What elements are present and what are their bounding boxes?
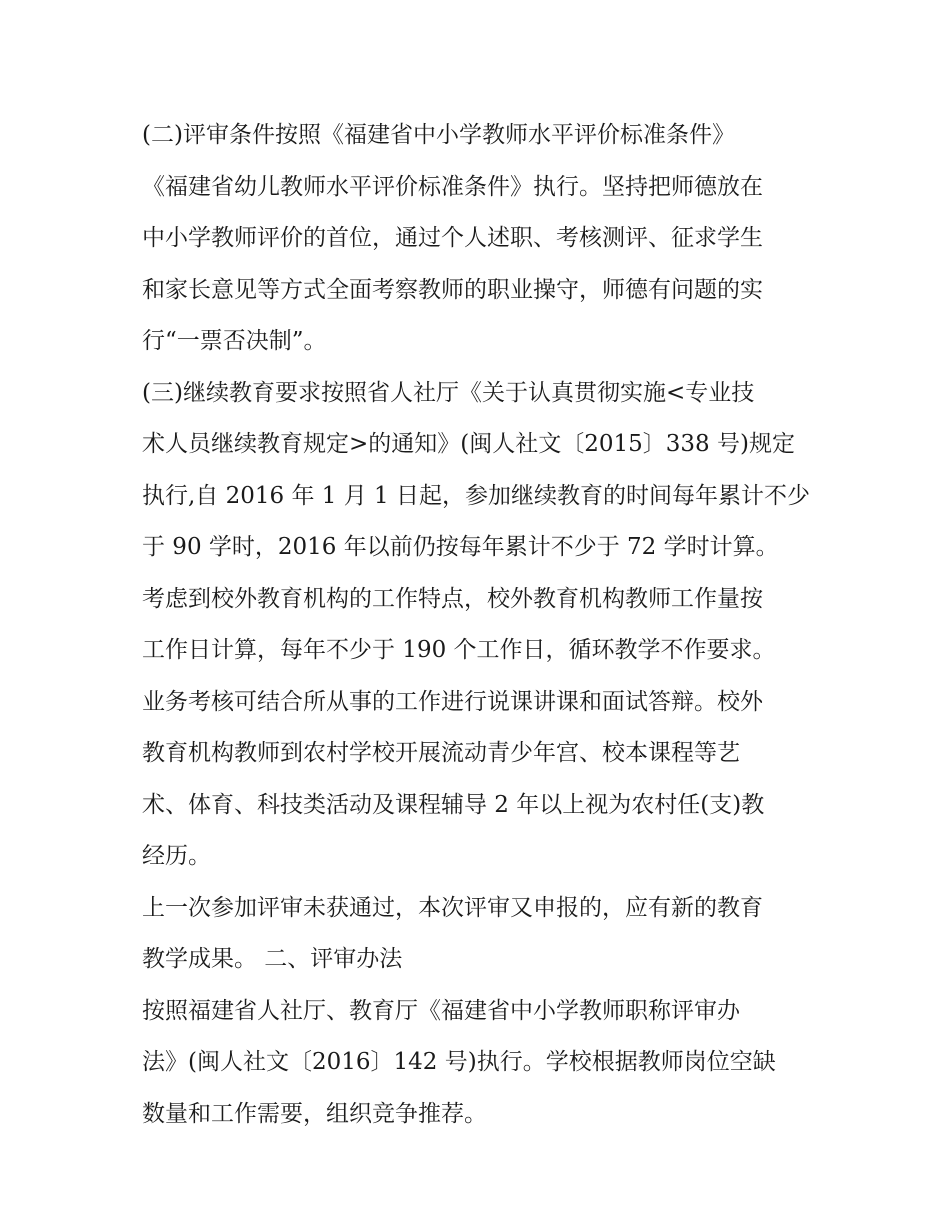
text-line: 术、体育、科技类活动及课程辅导 2 年以上视为农村任(支)教 (142, 791, 765, 818)
text-line: 执行,自 2016 年 1 月 1 日起，参加继续教育的时间每年累计不少 (142, 482, 810, 509)
text-line: 中小学教师评价的首位，通过个人述职、考核测评、征求学生 (142, 225, 763, 251)
text-line: 和家长意见等方式全面考察教师的职业操守，师德有问题的实 (142, 276, 763, 303)
text-line: 工作日计算，每年不少于 190 个工作日，循环教学不作要求。 (142, 637, 776, 663)
text-line: 教育机构教师到农村学校开展流动青少年宫、校本课程等艺 (142, 740, 740, 766)
text-line: (三)继续教育要求按照省人社厅《关于认真贯彻实施<专业技 (142, 379, 755, 406)
text-line: 法》(闽人社文〔2016〕142 号)执行。学校根据教师岗位空缺 (142, 1049, 776, 1075)
text-line: 上一次参加评审未获通过，本次评审又申报的，应有新的教育 (142, 894, 763, 921)
text-line: 《福建省幼儿教师水平评价标准条件》执行。坚持把师德放在 (142, 173, 763, 200)
text-line: 术人员继续教育规定>的通知》(闽人社文〔2015〕338 号)规定 (142, 431, 795, 457)
text-line: 教学成果。 二、评审办法 (142, 946, 403, 972)
text-line: 按照福建省人社厅、教育厅《福建省中小学教师职称评审办 (142, 997, 740, 1024)
text-line: 于 90 学时，2016 年以前仍按每年累计不少于 72 学时计算。 (142, 534, 779, 560)
text-line: 业务考核可结合所从事的工作进行说课讲课和面试答辩。校外 (142, 688, 763, 715)
text-line: 行“一票否决制”。 (142, 328, 327, 354)
text-line: 经历。 (142, 843, 211, 869)
text-line: 考虑到校外教育机构的工作特点，校外教育机构教师工作量按 (142, 585, 763, 612)
text-line: (二)评审条件按照《福建省中小学教师水平评价标准条件》 (142, 122, 735, 148)
text-line: 数量和工作需要，组织竞争推荐。 (142, 1100, 487, 1127)
document-body (142, 110, 822, 1140)
